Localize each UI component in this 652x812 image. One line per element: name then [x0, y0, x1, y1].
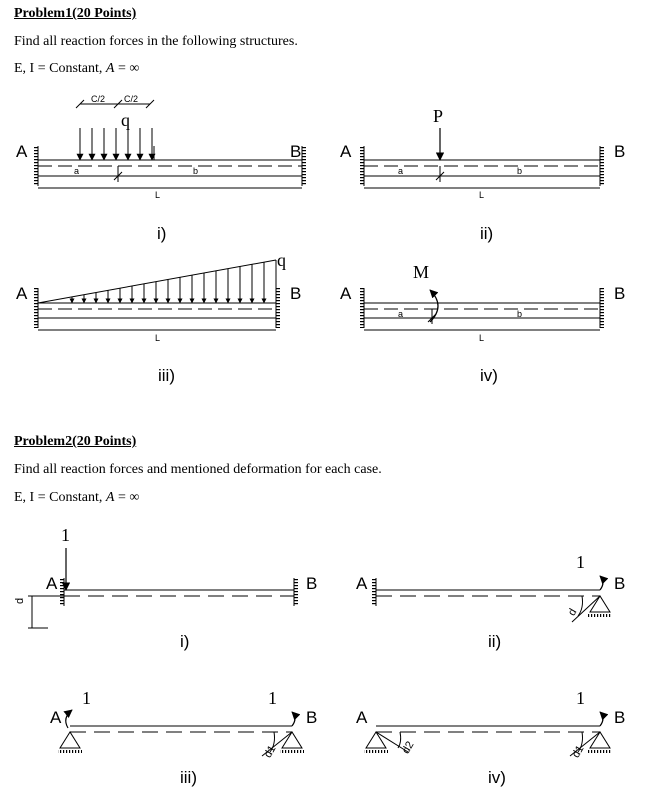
p1-iii-label-a: A: [16, 284, 28, 303]
p2-iv-label-a: A: [356, 708, 368, 727]
p1-i-label-b: B: [290, 142, 302, 161]
p2-iii-caption: iii): [180, 768, 197, 787]
p1-iii-label-b: B: [290, 284, 302, 303]
p1-figure-iii: [34, 260, 280, 330]
p1-iv-label-b: B: [614, 284, 626, 303]
p1-i-load-label: q: [121, 110, 130, 130]
p1-ii-load-label: P: [433, 106, 444, 126]
p1-i-dim-a: a: [74, 166, 80, 176]
p1-iv-load-label: M: [413, 262, 430, 282]
p2-i-caption: i): [180, 632, 190, 651]
p2-iv-deformation-a-label: d2: [400, 739, 417, 756]
p2-i-label-a: A: [46, 574, 58, 593]
p1-ii-caption: ii): [480, 224, 494, 243]
problem2-instruction: Find all reaction forces and mentioned deformation for each case.: [14, 462, 382, 477]
p1-iv-dim-a: a: [398, 309, 404, 319]
p1-iv-span: L: [479, 333, 485, 343]
p2-iv-label-b: B: [614, 708, 626, 727]
p2-iii-moment-arc-a: [66, 710, 72, 728]
p2-iii-unit-moment-a-label: 1: [82, 688, 91, 708]
p2-iii-deformation-label: d1: [262, 743, 279, 760]
p2-iv-unit-moment-arc: [600, 712, 603, 726]
p1-iv-dim-b: b: [517, 309, 523, 319]
p1-ii-label-a: A: [340, 142, 352, 161]
problem2-heading: Problem2(20 Points): [14, 434, 137, 449]
p1-i-label-a: A: [16, 142, 28, 161]
constants-suffix: = ∞: [114, 61, 140, 76]
p2-figure-i: [28, 548, 298, 628]
p2-ii-unit-moment-arc: [600, 576, 603, 590]
p1-ii-span: L: [479, 190, 485, 200]
p1-i-seg2-label: C/2: [124, 94, 139, 104]
p2-i-unit-load-label: 1: [61, 525, 70, 545]
p2-iii-label-b: B: [306, 708, 318, 727]
p1-iv-caption: iv): [480, 366, 498, 385]
p1-iv-label-a: A: [340, 284, 352, 303]
p2-iii-unit-moment-b-label: 1: [268, 688, 277, 708]
p1-iii-span: L: [155, 333, 161, 343]
p2-ii-unit-moment-label: 1: [576, 552, 585, 572]
p2-ii-label-a: A: [356, 574, 368, 593]
p1-iii-caption: iii): [158, 366, 175, 385]
p2-i-deformation-label: d: [14, 597, 26, 604]
p2-iii-label-a: A: [50, 708, 62, 727]
p2-iv-unit-moment-label: 1: [576, 688, 585, 708]
p1-i-distributed-load-arrows: [80, 128, 152, 160]
p1-iv-moment-arc: [430, 290, 438, 322]
p2-ii-caption: ii): [488, 632, 502, 651]
p1-iii-triangular-load-arrows: [72, 262, 264, 303]
p1-i-dim-b: b: [193, 166, 199, 176]
constants-area: A: [105, 61, 115, 76]
p2-i-label-b: B: [306, 574, 318, 593]
p2-iii-moment-arc-b: [292, 712, 295, 726]
p1-iii-load-label: q: [277, 250, 286, 270]
p2-ii-label-b: B: [614, 574, 626, 593]
p1-ii-dim-b: b: [517, 166, 523, 176]
p1-i-span: L: [155, 190, 161, 200]
problem1-heading: Problem1(20 Points): [14, 6, 137, 21]
p2-iv-deformation-b-label: d1: [570, 743, 587, 760]
p2-ii-deformation-label: d: [566, 606, 580, 618]
p2-iv-caption: iv): [488, 768, 506, 787]
constants-suffix: = ∞: [114, 490, 140, 505]
p1-i-seg1-label: C/2: [91, 94, 106, 104]
constants-prefix: E, I = Constant,: [14, 61, 106, 76]
p1-figure-iv: [360, 288, 604, 330]
p1-ii-dim-a: a: [398, 166, 404, 176]
p1-figure-ii: [360, 128, 604, 188]
problem1-instruction: Find all reaction forces in the following structures.: [14, 34, 298, 49]
constants-area: A: [105, 490, 115, 505]
p1-i-caption: i): [157, 224, 167, 243]
p1-ii-label-b: B: [614, 142, 626, 161]
constants-prefix: E, I = Constant,: [14, 490, 106, 505]
